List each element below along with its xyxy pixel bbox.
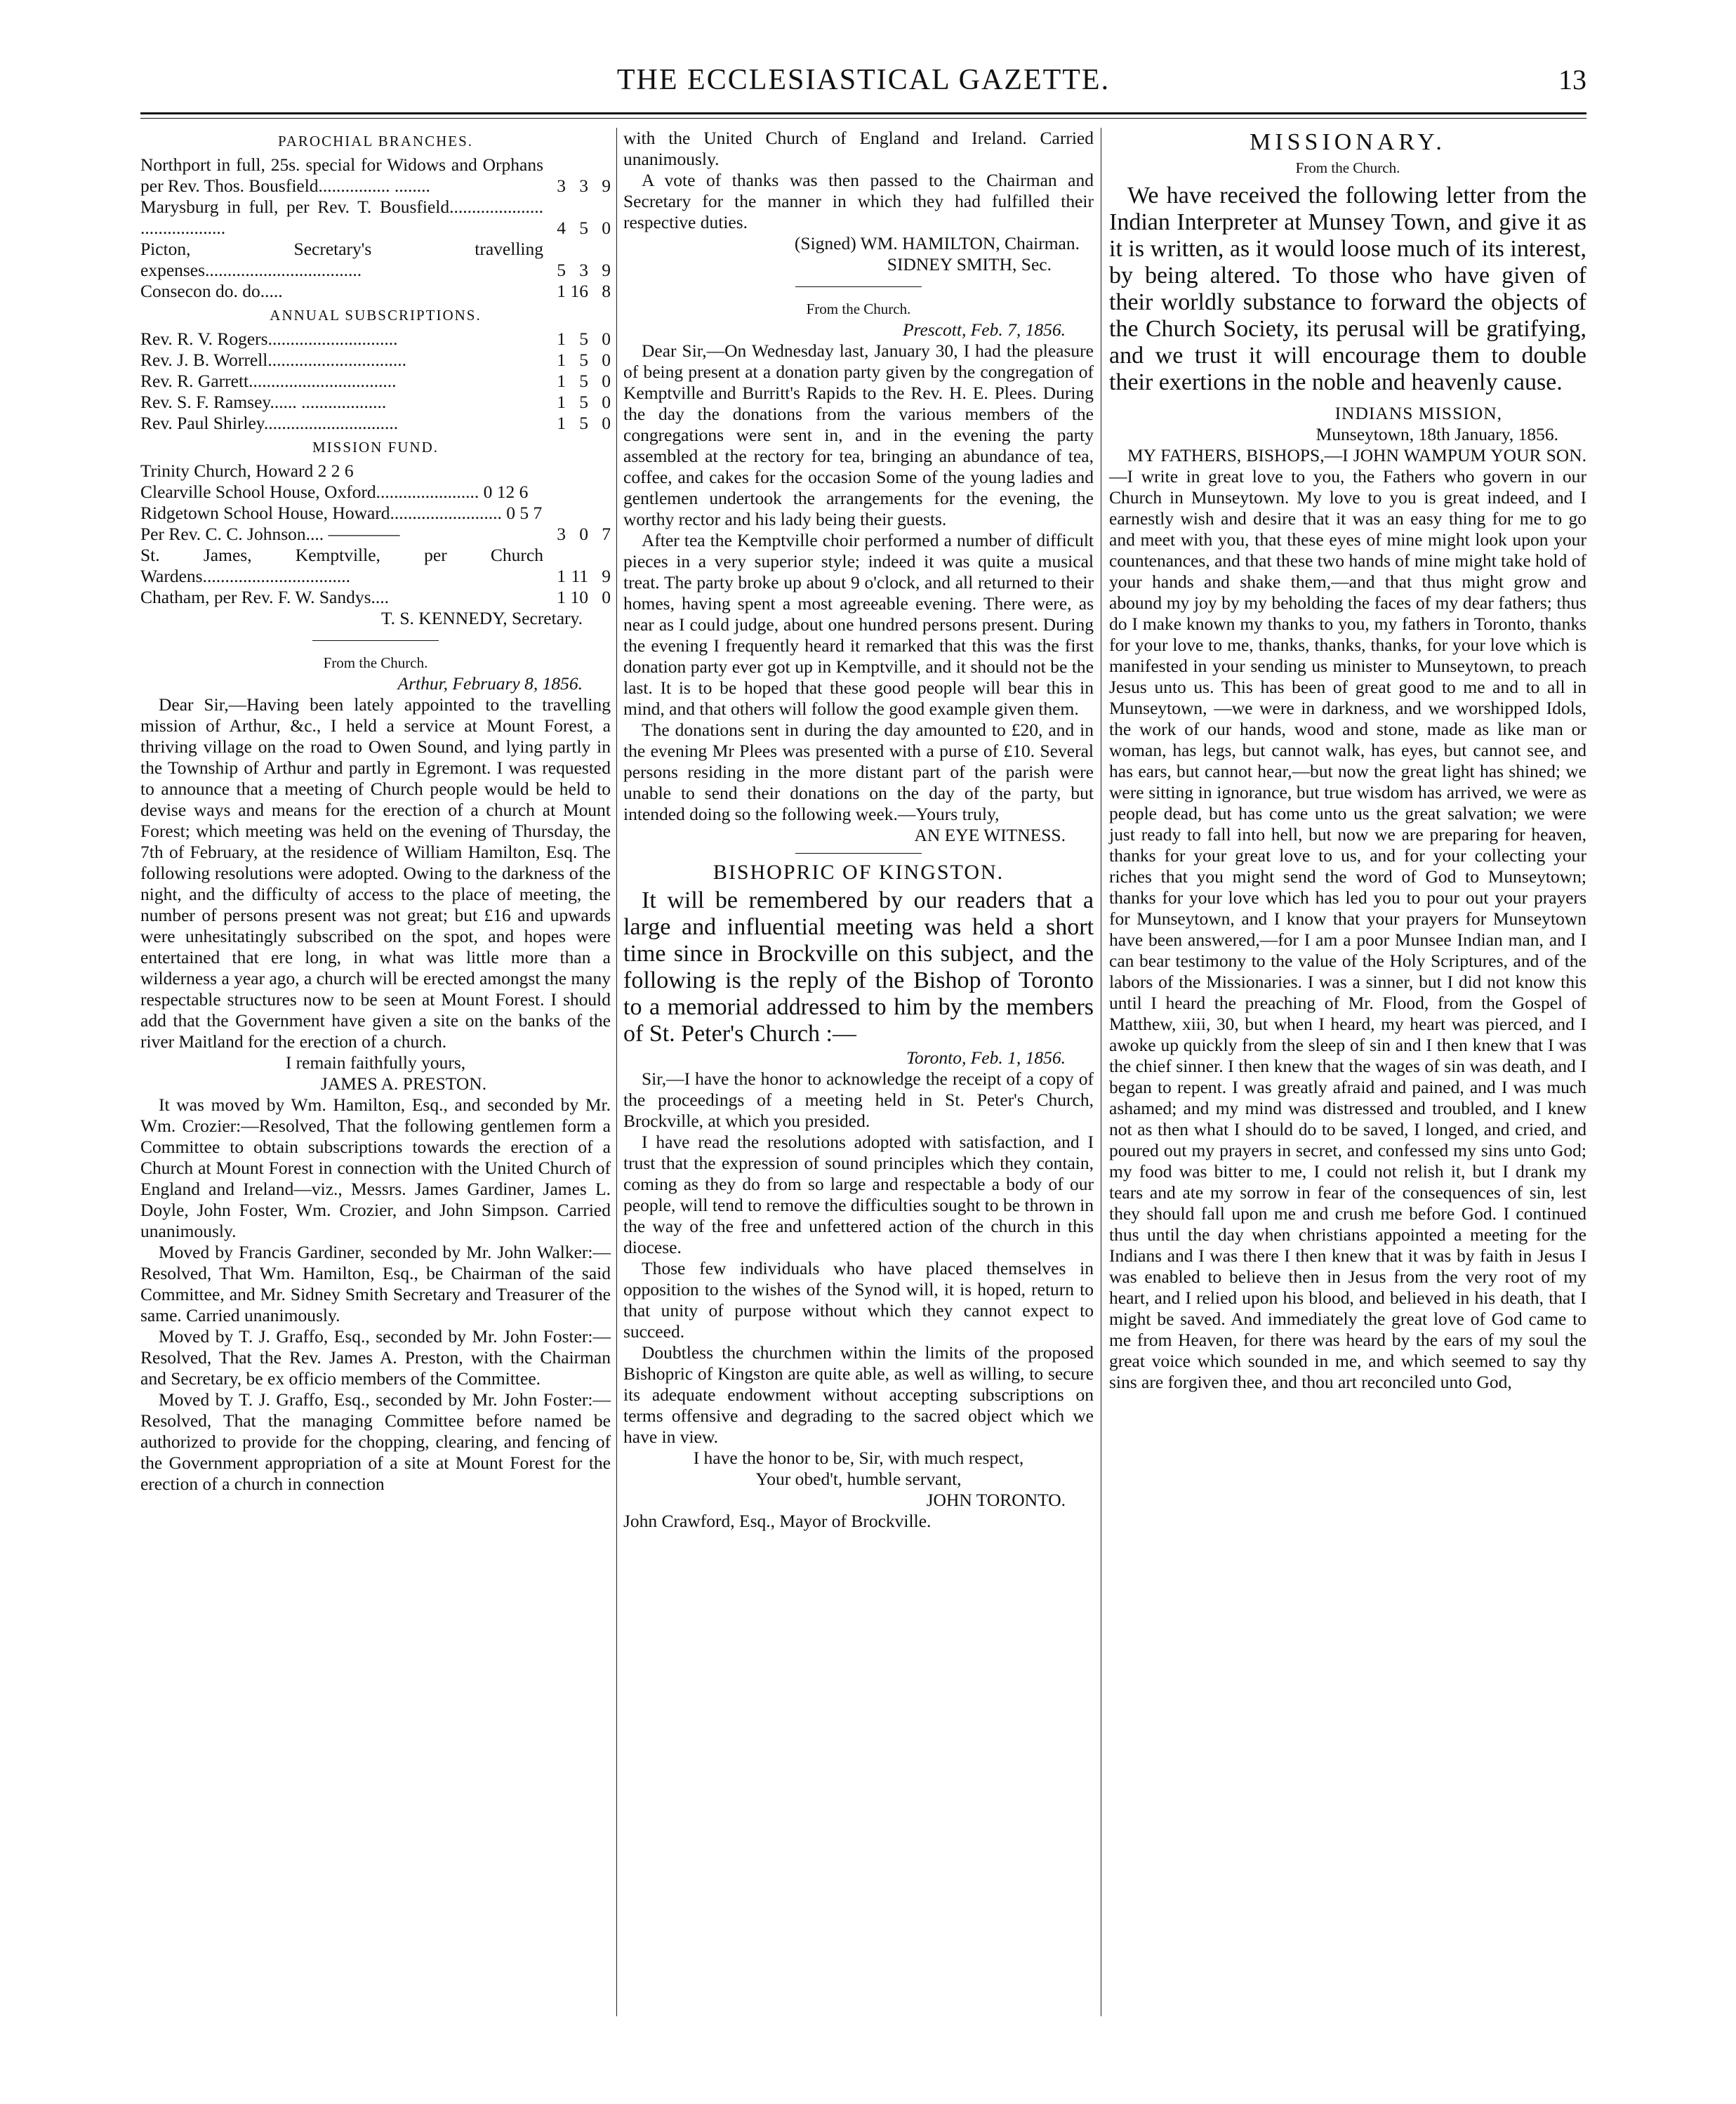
paragraph: A vote of thanks was then passed to the Chairman and Secretary for the manner in which they had fulfilled their respective duties.: [623, 170, 1094, 232]
header-rule-thin: [140, 118, 1586, 119]
account-amount: 1: [557, 566, 566, 586]
account-amount: 0: [602, 371, 611, 391]
account-table-annual: [140, 329, 611, 434]
account-row: [140, 482, 611, 503]
account-label: Consecon do. do.....: [140, 281, 283, 301]
letter-body: Doubtless the churchmen within the limits of the proposed Bishopric of Kingston are quite able, as well as willing, to secure its adequate endowment without accepting subscriptions on terms offensive and degrading to the sacred object which we have in view.: [623, 1342, 1094, 1447]
letter-closing: I have the honor to be, Sir, with much respect,: [693, 1448, 1024, 1468]
account-label: Picton, Secretary's travelling expenses...................................: [140, 239, 543, 280]
account-amount: 5: [579, 218, 588, 238]
account-amount: 3: [557, 524, 566, 544]
account-amount: 9: [602, 566, 611, 586]
source-line: From the Church.: [323, 654, 428, 671]
account-label: Rev. Paul Shirley..............................: [140, 413, 399, 433]
account-amount: 1: [557, 413, 566, 433]
resolution: Moved by T. J. Graffo, Esq., seconded by Mr. John Foster:—Resolved, That the managing Committee before named be authorized to provide for the chopping, clearing, and fencing of the Government appropriation of a site at Mount Forest for the erection of a church in connection: [140, 1389, 611, 1494]
page-number: 13: [1558, 64, 1586, 95]
account-amount: 1: [557, 281, 566, 301]
account-amount: 3: [579, 176, 588, 196]
letter-body: After tea the Kemptville choir performed a number of difficult pieces in a very superior style; indeed it was quite a musical treat. The party broke up about 9 o'clock, and all returned to their homes, having spent a most agreeable evening. There were, as near as I could judge, about one hundred persons present. During the evening I frequently heard it remarked that this was the first donation party ever got up in Kemptville, and it should not be the last. It is to be hoped that these good people will bear this in mind, and that others will follow the good example given them.: [623, 530, 1094, 719]
account-amount: [543, 503, 566, 524]
account-amount: 1: [557, 392, 566, 412]
letter-signature: JOHN TORONTO.: [926, 1490, 1066, 1510]
addressee: John Crawford, Esq., Mayor of Brockville.: [623, 1511, 932, 1531]
column-left: [140, 128, 611, 1495]
letter-body: I have read the resolutions adopted with satisfaction, and I trust that the expression of sound principles which they contain, coming as they do from so large and respectable a body of our people, will tend to remove the difficulties sought to be thrown in the way of the free and unfettered action of the church in this diocese.: [623, 1132, 1094, 1257]
letter-body: MY FATHERS, BISHOPS,—I JOHN WAMPUM YOUR SON.—I write in great love to you, the Fathers who govern in our Church in Munseytown. My love to you is great indeed, and I earnestly wish and desire that it was an easy thing for me to go and meet with you, that these eyes of mine might look upon your countenances, and that these two hands of mine might take hold of your hands and shake them,—and that thus might grow and abound my joy by my beholding the faces of my dear fathers; thus do I make known my thanks to you, my fathers in Toronto, thanks for your love to me, thanks, thanks, thanks, for your love which is manifested in your sending us minister to Munseytown, to preach Jesus unto us. This has been of great good to me and to all in Munseytown, —we were in darkness, and we worshipped Idols, the work of our hands, wood and stone, made as like man or woman, has legs, but cannot walk, has eyes, but cannot see, and has ears, but cannot hear,—but now the great light has shined; we were sitting in ignorance, but true wisdom has arrived, we were as people dead, but has come unto us the great salvation; we were just ready to fall into hell, but now we are preparing for heaven, thanks for your great love to us, and for your collecting your riches that you might send the word of God to Munseytown; thanks for your love which has led you to pour out your prayers for Munseytown, and I know that your prayers for Munseytown have been answered,—for I am a poor Munsee Indian man, and I can bear testimony to the value of the Holy Scriptures, and of the labors of the Missionaries. I was a sinner, but I did not know this until I heard the preaching of Mr. Flood, from the Gospel of Matthew, xiii, 30, but when I heard, my heart was pierced, and I awoke up quickly from the sleep of sin and I then knew that I was the chief sinner. I then knew that the wages of sin was death, and I began to repent. I was greatly afraid and pained, and I was much ashamed; and my mind was distressed and troubled, and I knew not as then what I should do to be saved, I longed, and cried, and poured out my prayers in secret, and confessed my sins unto God; my food was bitter to me, I could not relish it, but I drank my tears and ate my sorrow in fear of the consequences of sin, lest they should fall upon me and crush me before God. I continued thus until the day when christians appointed a meeting for the Indians and I was there I then knew that it was by faith in Jesus I was enabled to believe then in Jesus from the very root of my heart, and I relied upon his blood, and believed in his death, that I might be saved. And immediately the great love of God came to me from Heaven, for there was heard by the ears of my soul the great voice which sounded in me, and which seemed to say thy sins are forgiven thee, and thou art reconciled unto God,: [1109, 445, 1586, 1392]
account-table-parochial: [140, 154, 611, 302]
letter-closing: Your obed't, humble servant,: [755, 1469, 962, 1489]
account-amount: 4: [557, 218, 566, 238]
account-amount: 0: [579, 524, 588, 544]
account-amount: 0: [602, 413, 611, 433]
account-label: Chatham, per Rev. F. W. Sandys....: [140, 587, 389, 607]
account-amount: 5: [579, 371, 588, 391]
dateline: Toronto, Feb. 1, 1856.: [906, 1047, 1066, 1068]
account-amount: 0: [602, 350, 611, 370]
divider: [795, 286, 922, 287]
page-header: [140, 59, 1586, 108]
account-label: Rev. S. F. Ramsey...... ...................: [140, 392, 387, 412]
account-amount: 7: [602, 524, 611, 544]
account-amount: 1: [557, 587, 566, 607]
account-label: Ridgetown School House, Howard......................... 0 5 7: [140, 503, 543, 523]
account-table-mission: [140, 461, 611, 608]
account-amount: 0: [602, 329, 611, 349]
letter-signature: JAMES A. PRESTON.: [320, 1073, 487, 1094]
account-label: St. James, Kemptville, per Church Wardens.................................: [140, 545, 543, 586]
mission-line: INDIANS MISSION,: [1334, 403, 1502, 423]
account-row: [140, 587, 611, 608]
account-amount: [588, 461, 611, 482]
account-amount: [543, 482, 566, 503]
letter-signature: AN EYE WITNESS.: [914, 825, 1066, 845]
account-row: [140, 413, 611, 434]
article-heading: BISHOPRIC OF KINGSTON.: [713, 861, 1005, 884]
account-amount: 10: [570, 587, 588, 607]
account-amount: 8: [602, 281, 611, 301]
account-row: [140, 239, 611, 281]
account-label: Rev. R. Garrett.................................: [140, 371, 397, 391]
account-amount: 5: [579, 413, 588, 433]
signature: (Signed) WM. HAMILTON, Chairman.: [794, 233, 1080, 253]
column-divider: [616, 128, 617, 2016]
account-row: [140, 329, 611, 350]
account-amount: 9: [602, 176, 611, 196]
account-amount: 0: [602, 218, 611, 238]
account-label: Clearville School House, Oxford....................... 0 12 6: [140, 482, 529, 502]
account-amount: 1: [557, 329, 566, 349]
account-amount: [566, 461, 588, 482]
account-amount: [566, 482, 588, 503]
account-amount: [543, 461, 566, 482]
account-row: [140, 503, 611, 524]
account-label: Marysburg in full, per Rev. T. Bousfield..................... ...................: [140, 197, 543, 238]
account-label: Trinity Church, Howard 2 2 6: [140, 461, 354, 481]
section-heading: ANNUAL SUBSCRIPTIONS.: [270, 307, 482, 324]
account-row: [140, 154, 611, 197]
account-label: Rev. R. V. Rogers.............................: [140, 329, 398, 349]
article-heading: MISSIONARY.: [1250, 129, 1446, 155]
dateline: Prescott, Feb. 7, 1856.: [902, 319, 1066, 340]
account-amount: 16: [570, 281, 588, 301]
account-label: Rev. J. B. Worrell...............................: [140, 350, 407, 370]
section-heading: MISSION FUND.: [312, 439, 439, 456]
account-row: [140, 197, 611, 239]
account-row: [140, 524, 611, 545]
account-amount: 3: [557, 176, 566, 196]
dateline: Arthur, February 8, 1856.: [397, 673, 583, 694]
signature: T. S. KENNEDY, Secretary.: [380, 608, 583, 628]
account-amount: 5: [579, 329, 588, 349]
article-intro: It will be remembered by our readers that a large and influential meeting was held a short time since in Brockville on this subject, and the following is the reply of the Bishop of Toronto to a memorial addressed to him by the members of St. Peter's Church :—: [623, 887, 1094, 1047]
signature: SIDNEY SMITH, Sec.: [887, 254, 1052, 274]
letter-body: The donations sent in during the day amounted to £20, and in the evening Mr Plees was presented with a purse of £10. Several persons residing in the more distant part of the parish were unable to send their donations on the day of the party, but intended doing so the following week.—Yours truly,: [623, 720, 1094, 824]
account-amount: 5: [579, 392, 588, 412]
resolution: Moved by Francis Gardiner, seconded by Mr. John Walker:—Resolved, That Wm. Hamilton, Esq., be Chairman of the said Committee, and Mr. Sidney Smith Secretary and Treasurer of the same. Carried unanimously.: [140, 1242, 611, 1325]
account-amount: [588, 503, 611, 524]
column-middle: [623, 128, 1094, 1532]
letter-body: Sir,—I have the honor to acknowledge the receipt of a copy of the proceedings of a meeting held in St. Peter's Church, Brockville, at which you presided.: [623, 1068, 1094, 1131]
resolution: Moved by T. J. Graffo, Esq., seconded by Mr. John Foster:—Resolved, That the Rev. James A. Preston, with the Chairman and Secretary, be ex officio members of the Committee.: [140, 1326, 611, 1389]
account-amount: 0: [602, 392, 611, 412]
section-heading: PAROCHIAL BRANCHES.: [278, 133, 473, 150]
account-amount: [588, 482, 611, 503]
account-amount: 1: [557, 371, 566, 391]
letter-body: Dear Sir,—Having been lately appointed to the travelling mission of Arthur, &c., I held a service at Mount Forest, a thriving village on the road to Owen Sound, and lying partly in the Township of Arthur and partly in Egremont. I was requested to announce that a meeting of Church people would be held to devise ways and means for the erection of a church at Mount Forest; which meeting was held on the evening of Thursday, the 7th of February, at the residence of William Hamilton, Esq. The following resolutions were adopted. Owing to the darkness of the night, and the difficulty of access to the place of meeting, the number of persons present was not great; but £16 and upwards were unhesitatingly subscribed on the spot, and hopes were entertained that ere long, in what was little more than a wilderness a year ago, a church will be erected amongst the many respectable structures now to be seen at Mount Forest. I should add that the Government have given a site on the banks of the river Maitland for the erection of a church.: [140, 694, 611, 1052]
account-row: [140, 461, 611, 482]
account-amount: 11: [571, 566, 588, 586]
account-label: Northport in full, 25s. special for Widows and Orphans per Rev. Thos. Bousfield................ ........: [140, 154, 543, 196]
article-intro: We have received the following letter from the Indian Interpreter at Munsey Town, and give it as it is written, as it would loose much of its interest, by being altered. To those who have given of their worldly substance to forward the objects of the Church Society, its perusal will be gratifying, and we trust it will encourage them to double their exertions in the noble and heavenly cause.: [1109, 183, 1586, 395]
newspaper-title: THE ECCLESIASTICAL GAZETTE.: [616, 64, 1111, 96]
account-row: [140, 545, 611, 587]
account-amount: 5: [579, 350, 588, 370]
account-row: [140, 392, 611, 413]
header-rule: [140, 112, 1586, 114]
divider: [312, 640, 439, 641]
column-right: [1109, 128, 1586, 1393]
divider: [795, 853, 922, 854]
account-amount: [566, 503, 588, 524]
resolution: It was moved by Wm. Hamilton, Esq., and seconded by Mr. Wm. Crozier:—Resolved, That the following gentlemen form a Committee to obtain subscriptions towards the erection of a Church at Mount Forest in connection with the United Church of England and Ireland—viz., Messrs. James Gardiner, James L. Doyle, John Foster, Wm. Crozier, and John Simpson. Carried unanimously.: [140, 1094, 611, 1241]
account-amount: 5: [557, 260, 566, 280]
account-row: [140, 281, 611, 302]
source-line: From the Church.: [1295, 159, 1400, 176]
letter-body: Dear Sir,—On Wednesday last, January 30, I had the pleasure of being present at a donation party given by the congregation of Kemptville and Burritt's Rapids to the Rev. H. E. Plees. During the day the donations from the various members of the congregations were sent in, and in the evening the party assembled at the rectory for tea, bringing an abundance of tea, coffee, and cakes for the occasion Some of the young ladies and gentlemen undertook the arrangements for the evening, the worthy rector and his lady being their guests.: [623, 340, 1094, 529]
dateline: Munseytown, 18th January, 1856.: [1316, 424, 1558, 444]
account-label: Per Rev. C. C. Johnson.... ————: [140, 524, 400, 544]
account-row: [140, 371, 611, 392]
letter-body: Those few individuals who have placed themselves in opposition to the wishes of the Synod will, it is hoped, return to that unity of purpose without which they cannot expect to succeed.: [623, 1258, 1094, 1342]
account-amount: 1: [557, 350, 566, 370]
continued-text: with the United Church of England and Ireland. Carried unanimously.: [623, 128, 1094, 169]
account-amount: 9: [602, 260, 611, 280]
letter-closing: I remain faithfully yours,: [285, 1052, 466, 1073]
account-amount: 3: [579, 260, 588, 280]
source-line: From the Church.: [806, 300, 911, 317]
account-amount: 0: [602, 587, 611, 607]
account-row: [140, 350, 611, 371]
